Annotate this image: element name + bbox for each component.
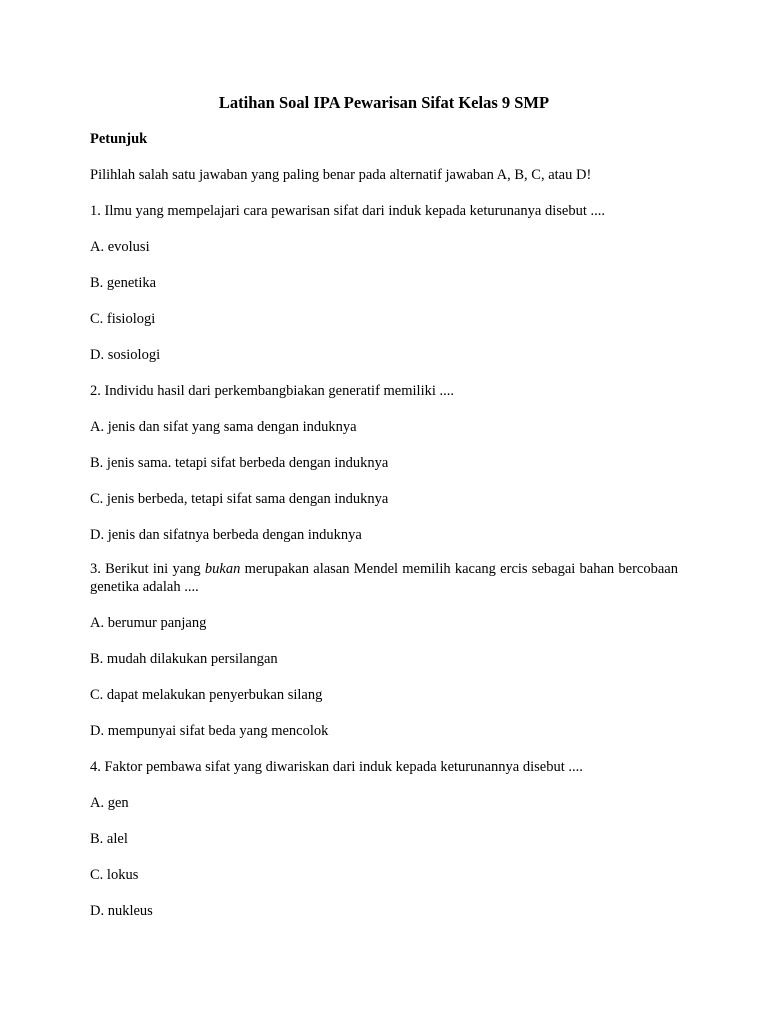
question-1-option-a: A. evolusi: [90, 239, 150, 255]
question-3-option-c: C. dapat melakukan penyerbukan silang: [90, 687, 323, 703]
question-4-option-d: D. nukleus: [90, 903, 153, 919]
question-3-option-b: B. mudah dilakukan persilangan: [90, 651, 278, 667]
document-page: [90, 92, 678, 936]
question-2-option-c: C. jenis berbeda, tetapi sifat sama dengan induknya: [90, 491, 389, 507]
page-title: Latihan Soal IPA Pewarisan Sifat Kelas 9 SMP: [218, 93, 550, 112]
question-2-option-d: D. jenis dan sifatnya berbeda dengan induknya: [90, 527, 362, 543]
question-3-option-a: A. berumur panjang: [90, 615, 207, 631]
instruction-heading: Petunjuk: [90, 131, 148, 147]
question-2: 2. Individu hasil dari perkembangbiakan generatif memiliki ....: [90, 383, 455, 399]
question-4-option-c: C. lokus: [90, 867, 139, 883]
question-2-option-b: B. jenis sama. tetapi sifat berbeda dengan induknya: [90, 455, 389, 471]
question-1-option-b: B. genetika: [90, 275, 157, 291]
question-4-option-a: A. gen: [90, 795, 129, 811]
question-3: [90, 560, 678, 596]
question-3-emphasis: bukan: [204, 561, 241, 577]
question-3-option-d: D. mempunyai sifat beda yang mencolok: [90, 723, 329, 739]
question-3-text-start: 3. Berikut ini yang: [90, 561, 205, 577]
question-1-option-c: C. fisiologi: [90, 311, 156, 327]
question-1-option-d: D. sosiologi: [90, 347, 161, 363]
question-3-text-end: merupakan alasan Mendel memilih kacang ercis sebagai bahan bercobaan genetika adalah ....: [90, 561, 678, 595]
question-1: 1. Ilmu yang mempelajari cara pewarisan sifat dari induk kepada keturunanya disebut ....: [90, 203, 605, 219]
question-2-option-a: A. jenis dan sifat yang sama dengan induknya: [90, 419, 357, 435]
question-4-option-b: B. alel: [90, 831, 128, 847]
question-4: 4. Faktor pembawa sifat yang diwariskan dari induk kepada keturunannya disebut ....: [90, 759, 583, 775]
instruction-text: Pilihlah salah satu jawaban yang paling benar pada alternatif jawaban A, B, C, atau D!: [90, 167, 592, 183]
